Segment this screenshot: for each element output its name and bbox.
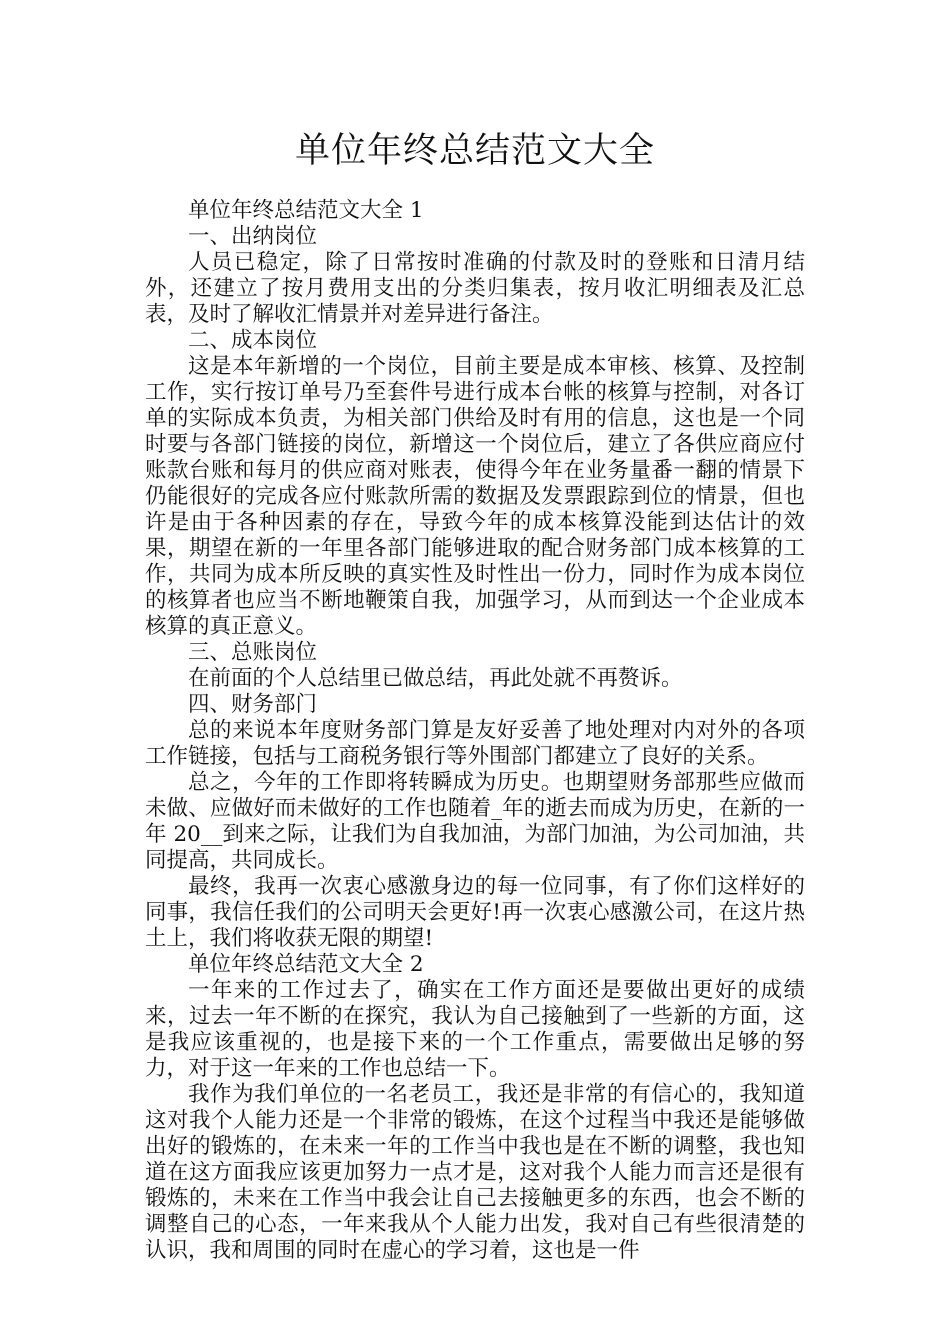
subheading-cashier: 一、出纳岗位 (188, 224, 318, 249)
subheading-cost: 二、成本岗位 (188, 328, 318, 353)
paragraph: 我作为我们单位的一名老员工，我还是非常的有信心的，我知道这对我个人能力还是一个非常的锻炼，在这个过程当中我还是能够做出好的锻炼的，在未来一年的工作当中我也是在不断的调整，我也知道在这方面我应该更加努力一点才是，这对我个人能力而言还是很有锻炼的，未来在工作当中我会让自己去接触更多的东西，也会不断的调整自己的心态，一年来我从个人能力出发，我对自己有些很清楚的认识，我和周围的同时在虚心的学习着，这也是一件 (145, 1082, 805, 1263)
paragraph: 在前面的个人总结里已做总结，再此处就不再赘诉。 (188, 666, 683, 691)
section-heading-1: 单位年终总结范文大全 1 (188, 198, 424, 223)
paragraph: 总之，今年的工作即将转瞬成为历史。也期望财务部那些应做而未做、应做好而未做好的工作也随着_年的逝去而成为历史，在新的一年 20__到来之际，让我们为自我加油，为部门加油，为公司加油，共同提高，共同成长。 (145, 770, 805, 873)
paragraph: 总的来说本年度财务部门算是友好妥善了地处理对内对外的各项工作链接，包括与工商税务银行等外围部门都建立了良好的关系。 (145, 718, 805, 769)
paragraph: 最终，我再一次衷心感激身边的每一位同事，有了你们这样好的同事，我信任我们的公司明天会更好!再一次衷心感激公司，在这片热土上，我们将收获无限的期望! (145, 874, 805, 951)
paragraph: 这是本年新增的一个岗位，目前主要是成本审核、核算、及控制工作，实行按订单号乃至套件号进行成本台帐的核算与控制，对各订单的实际成本负责，为相关部门供给及时有用的信息，这也是一个同时要与各部门链接的岗位，新增这一个岗位后，建立了各供应商应付账款台账和每月的供应商对账表，使得今年在业务量番一翻的情景下仍能很好的完成各应付账款所需的数据及发票跟踪到位的情景，但也许是由于各种因素的存在，导致今年的成本核算没能到达估计的效果，期望在新的一年里各部门能够进取的配合财务部门成本核算的工作，共同为成本所反映的真实性及时性出一份力，同时作为成本岗位的核算者也应当不断地鞭策自我，加强学习，从而到达一个企业成本核算的真正意义。 (145, 354, 805, 639)
subheading-finance: 四、财务部门 (188, 692, 318, 717)
subheading-ledger: 三、总账岗位 (188, 640, 318, 665)
document-body (145, 198, 805, 1264)
paragraph: 人员已稳定，除了日常按时准确的付款及时的登账和日清月结外，还建立了按月费用支出的分类归集表，按月收汇明细表及汇总表，及时了解收汇情景并对差异进行备注。 (145, 250, 805, 327)
paragraph: 一年来的工作过去了，确实在工作方面还是要做出更好的成绩来，过去一年不断的在探究，我认为自己接触到了一些新的方面，这是我应该重视的，也是接下来的一个工作重点，需要做出足够的努力，对于这一年来的工作也总结一下。 (145, 978, 805, 1081)
section-heading-2: 单位年终总结范文大全 2 (188, 952, 424, 977)
document-title: 单位年终总结范文大全 (294, 131, 655, 171)
